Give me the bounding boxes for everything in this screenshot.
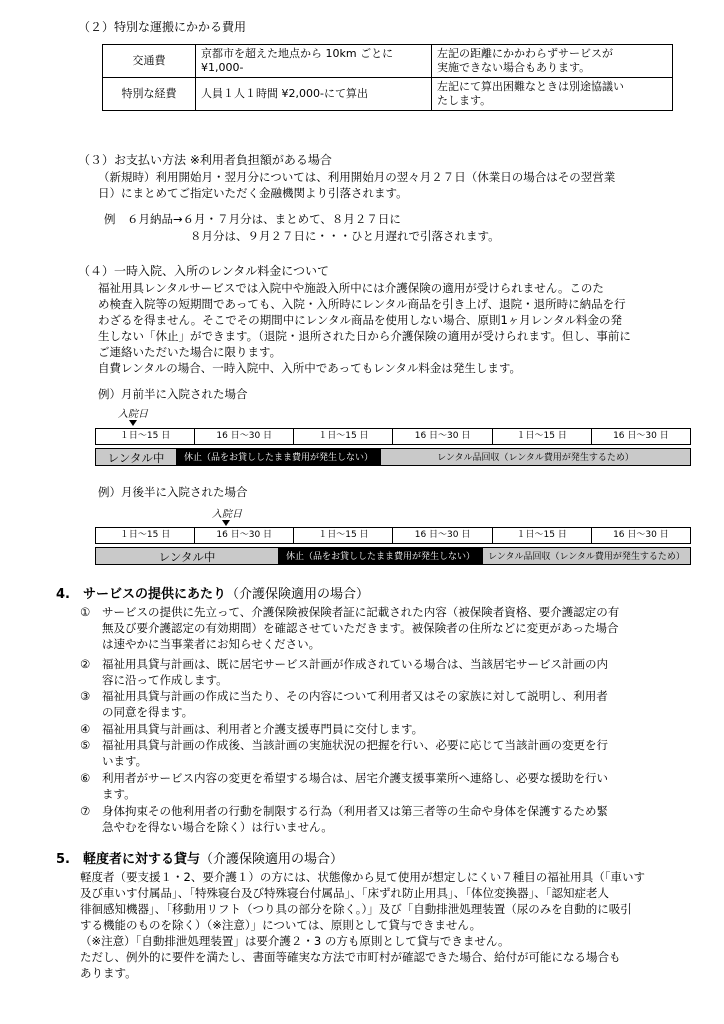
item-number: ⑦ <box>80 804 91 818</box>
paragraph-line: （※注意）「自動排泄処理装置」は要介護２・3 の方も原則として貸与できません。 <box>80 934 510 948</box>
table-row <box>96 528 691 544</box>
period-cell: １日～15 日 <box>492 429 591 445</box>
list-item: 身体拘束その他利用者の行動を制限する行為（利用者又は第三者等の生命や身体を保護するため緊 <box>102 804 608 818</box>
period-grid <box>95 527 691 544</box>
paragraph-line: 自費レンタルの場合、一時入院中、入所中であってもレンタル料金は発生します。 <box>98 361 521 375</box>
list-item: 福祉用具貸与計画の作成後、当該計画の実施状況の把握を行い、必要に応じて当該計画の変更を行 <box>102 738 608 752</box>
paragraph-line: 日）にまとめてご指定いただく金融機関より引落されます。 <box>98 186 408 200</box>
list-item: 福祉用具貸与計画の作成に当たり、その内容について利用者又はその家族に対して説明し、利用者 <box>102 689 608 703</box>
period-cell: 16 日～30 日 <box>591 429 690 445</box>
fee-note: 左記にて算出困難なときは別途協議い たします。 <box>432 78 673 111</box>
table-row <box>103 78 673 111</box>
period-cell: １日～15 日 <box>294 429 393 445</box>
example-2-title: 例）月後半に入院された場合 <box>98 485 248 499</box>
special-fee-table <box>102 44 673 111</box>
fee-note: 左記の距離にかかわらずサービスが 実施できない場合もあります。 <box>432 45 673 78</box>
item-number: ③ <box>80 689 91 703</box>
fee-label: 特別な経費 <box>103 78 196 111</box>
period-cell: 16 日～30 日 <box>591 528 690 544</box>
example-line: ８月分は、９月２７日に・・・ひと月遅れで引落されます。 <box>190 229 500 243</box>
rental-bar: レンタル中 <box>95 448 177 466</box>
arrow-down-icon <box>222 520 230 526</box>
collect-bar: レンタル品回収（レンタル費用が発生するため） <box>482 547 691 565</box>
list-item: ます。 <box>102 787 136 801</box>
paragraph-line: あります。 <box>80 966 137 980</box>
period-cell: １日～15 日 <box>294 528 393 544</box>
paragraph-line: （新規時）利用開始月・翌月分については、利用開始月の翌々月２７日（休業日の場合はその翌営業 <box>98 170 616 184</box>
item-number: ④ <box>80 722 91 736</box>
admission-day-label: 入院日 <box>212 509 242 520</box>
paragraph-line: わざるを得ません。そこでその期間中にレンタル商品を使用しない場合、原則1ヶ月レンタル料金の発 <box>98 313 623 327</box>
list-item: 利用者がサービス内容の変更を希望する場合は、居宅介護支援事業所へ連絡し、必要な援助を行い <box>102 771 608 785</box>
section-3-heading: （３）お支払い方法 ※利用者負担額がある場合 <box>78 153 332 167</box>
period-cell: 16 日～30 日 <box>195 429 294 445</box>
list-item: サービスの提供に先立って、介護保険被保険者証に記載された内容（被保険者資格、要介護認定の有 <box>102 605 620 619</box>
rental-bar: レンタル中 <box>95 547 279 565</box>
paragraph-line: する機能のものを除く）（※注意）」については、原則として貸与できません。 <box>80 918 482 932</box>
light-user-rental-heading: 5. 軽度者に対する貸与（介護保険適用の場合） <box>56 852 343 867</box>
list-item: います。 <box>102 754 148 768</box>
section-2-heading: （２）特別な運搬にかかる費用 <box>78 20 247 34</box>
list-item: 福祉用具貸与計画は、利用者と介護支援専門員に交付します。 <box>102 722 424 736</box>
pause-bar: 休止（品をお貸ししたまま費用が発生しない） <box>279 547 482 565</box>
admission-day-label: 入院日 <box>118 409 148 420</box>
paragraph-line: め検査入院等の短期間であっても、入院・入所時にレンタル商品を引き上げ、退院・退所時に納品を行 <box>98 297 626 311</box>
list-item: の同意を得ます。 <box>102 705 194 719</box>
list-item: 容に沿って作成します。 <box>102 673 228 687</box>
pause-bar: 休止（品をお貸ししたまま費用が発生しない） <box>177 448 380 466</box>
period-cell: １日～15 日 <box>96 528 195 544</box>
paragraph-line: ご連絡いただいた場合に限ります。 <box>98 345 282 359</box>
example-line: 例 ６月納品→６月・７月分は、まとめて、８月２７日に <box>104 212 401 226</box>
example-1-title: 例）月前半に入院された場合 <box>98 387 248 401</box>
period-cell: １日～15 日 <box>492 528 591 544</box>
list-item: 福祉用具貸与計画は、既に居宅サービス計画が作成されている場合は、当該居宅サービス計画の内 <box>102 657 608 671</box>
fee-description: 京都市を超えた地点から 10km ごとに ¥1,000- <box>196 45 432 78</box>
fee-description: 人員１人１時間 ¥2,000-にて算出 <box>196 78 432 111</box>
section-4-heading: （４）一時入院、入所のレンタル料金について <box>78 264 329 278</box>
period-grid <box>95 428 691 445</box>
list-item: 急やむを得ない場合を除く）は行いません。 <box>102 820 333 834</box>
item-number: ① <box>80 605 91 619</box>
service-provision-heading: 4. サービスの提供にあたり（介護保険適用の場合） <box>56 587 369 602</box>
period-cell: 16 日～30 日 <box>195 528 294 544</box>
arrow-down-icon <box>129 420 137 426</box>
paragraph-line: 徘徊感知機器」、「移動用リフト（つり具の部分を除く。）」及び「自動排泄処理装置（尿のみを自動的に吸引 <box>80 902 632 916</box>
table-row <box>103 45 673 78</box>
item-number: ⑤ <box>80 738 91 752</box>
paragraph-line: ただし、例外的に要件を満たし、書面等確実な方法で市町村が確認できた場合、給付が可能になる場合も <box>80 950 621 964</box>
period-cell: 16 日～30 日 <box>393 528 492 544</box>
collect-bar: レンタル品回収（レンタル費用が発生するため） <box>380 448 691 466</box>
period-cell: 16 日～30 日 <box>393 429 492 445</box>
paragraph-line: 及び車いす付属品」、「特殊寝台及び特殊寝台付属品」、「床ずれ防止用具」、「体位変換器」、「認知症老人 <box>80 886 609 900</box>
fee-label: 交通費 <box>103 45 196 78</box>
paragraph-line: 福祉用具レンタルサービスでは入院中や施設入所中には介護保険の適用が受けられません。このた <box>98 281 604 295</box>
list-item: は速やかに当事業者にお知らせください。 <box>102 637 321 651</box>
paragraph-line: 軽度者（要支援１・2、要介護１）の方には、状態像から見て使用が想定しにくい７種目の福祉用具（「車いす <box>80 870 646 884</box>
table-row <box>96 429 691 445</box>
item-number: ② <box>80 657 91 671</box>
paragraph-line: 生しない「休止」ができます。（退院・退所された日から介護保険の適用が受けられます。但し、事前に <box>98 329 631 343</box>
item-number: ⑥ <box>80 771 91 785</box>
period-cell: １日～15 日 <box>96 429 195 445</box>
list-item: 無及び要介護認定の有効期間）を確認させていただきます。被保険者の住所などに変更があった場合 <box>102 621 619 635</box>
